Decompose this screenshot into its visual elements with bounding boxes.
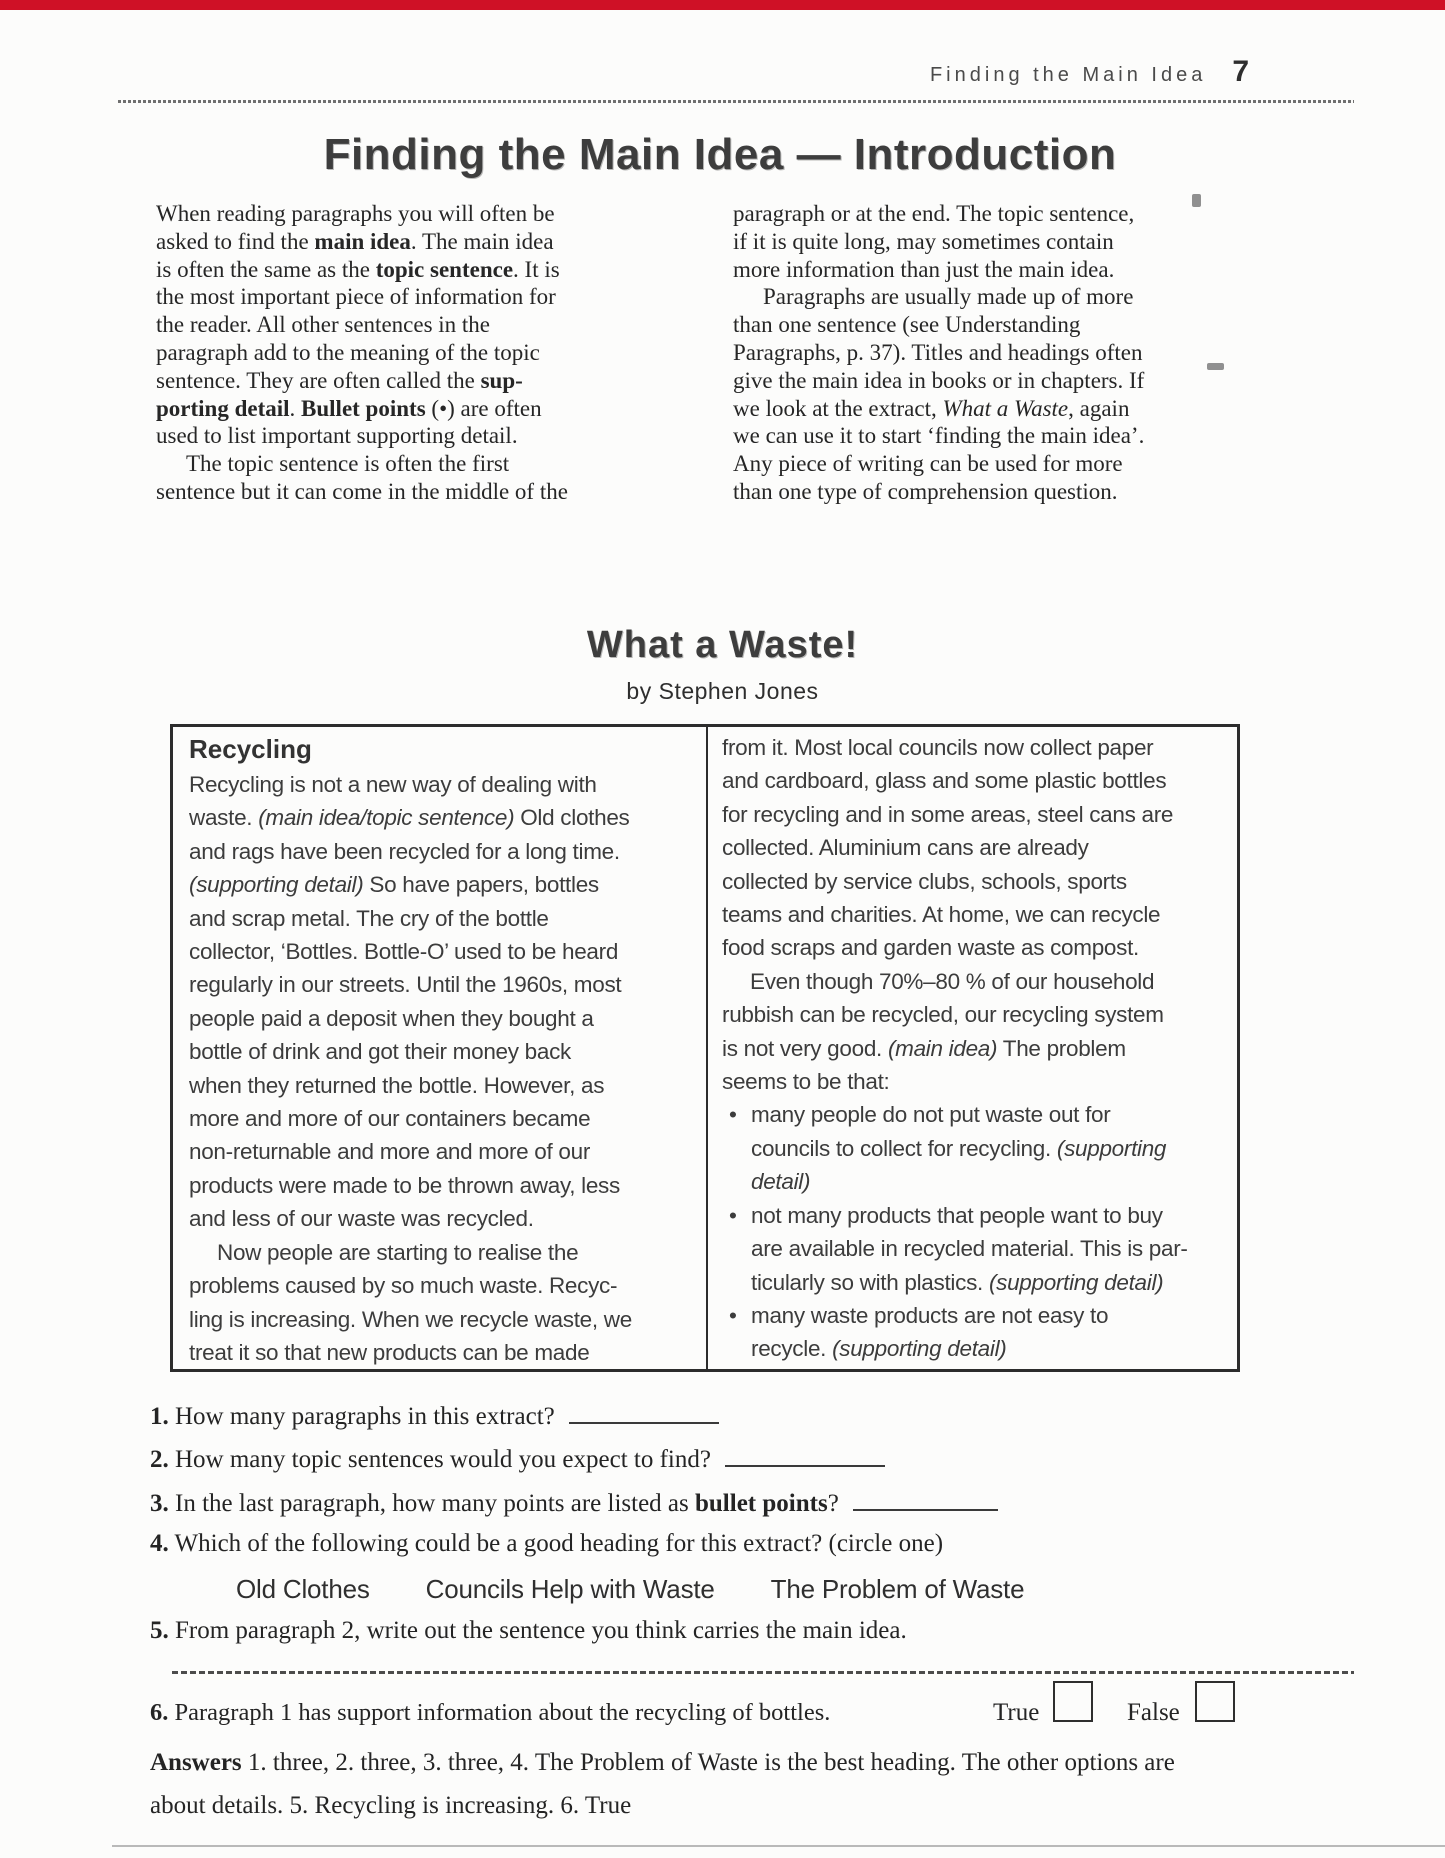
top-red-bar (0, 0, 1445, 10)
heading-options-row (150, 1574, 1024, 1617)
extract-byline: by Stephen Jones (626, 678, 819, 704)
running-header (930, 55, 1249, 89)
question-3 (150, 1487, 1024, 1530)
answer-blank-3 (853, 1487, 998, 1511)
extract-subheading: Recycling (189, 734, 312, 764)
intro-right-column: paragraph or at the end. The topic sentence, if it is quite long, may sometimes contain more information than just the main idea. Paragraphs are usually made up of more than one sentence (see Understanding Paragraphs, p. 37). Titles and headings often give the main idea in books or in chapters. If we look at the extract, What a Waste, again we can use it to start ‘finding the main idea’. Any piece of writing can be used for more than one type of comprehension question. (733, 201, 1145, 504)
question-5-text: 5. From paragraph 2, write out the sentence you think carries the main idea. (150, 1616, 907, 1644)
extract-box-left-column (173, 727, 706, 1369)
section-divider-rule (172, 1671, 1354, 1674)
extract-box (170, 724, 1240, 1372)
answers-text: Answers 1. three, 2. three, 3. three, 4. The Problem of Waste is the best heading. The other options are about details. 5. Recycling is increasing. 6. True (150, 1749, 1175, 1819)
question-1-text: 1. How many paragraphs in this extract? (150, 1403, 561, 1430)
questions-list (150, 1400, 1024, 1660)
question-6 (150, 1699, 830, 1727)
heading-option-old-clothes: Old Clothes (236, 1573, 370, 1604)
true-label: True (993, 1699, 1040, 1726)
question-5 (150, 1617, 1024, 1660)
bullet-point-icon: • (729, 1302, 737, 1328)
true-checkbox (1053, 1681, 1093, 1722)
running-header-title: Finding the Main Idea (929, 64, 1207, 86)
question-4-text: 4. Which of the following could be a good heading for this extract? (circle one) (150, 1530, 944, 1558)
intro-columns (156, 200, 1144, 506)
page-number: 7 (1232, 55, 1249, 88)
heading-option-councils-help: Councils Help with Waste (425, 1573, 715, 1604)
scan-artifact (1207, 363, 1224, 370)
question-4 (150, 1530, 1024, 1573)
false-label: False (1127, 1699, 1180, 1726)
bullet-point-icon: • (729, 1202, 737, 1228)
question-3-text: 3. In the last paragraph, how many points are listed as bullet points? (150, 1489, 846, 1517)
extract-box-right-column: from it. Most local councils now collect paper and cardboard, glass and some plastic bottles for recycling and in some areas, steel cans are collected. Aluminium cans are already collected by service clubs, schools, sports teams and charities. At home, we can recycle food scraps and garden waste as compost. Even though 70%–80 % of our household rubbish can be recycled, our recycling system is not very good. (main idea) The problem seems to be that: • many people do not put waste out for councils to collect for recycling. (supporting detail) • not many products that people want to buy are available in recycled material. This is par- ticularly so with plastics. (supporting detail) • many waste products are not easy to recycle. (supporting detail) (706, 727, 1237, 1369)
question-2-text: 2. How many topic sentences would you expect to find? (150, 1446, 718, 1474)
question-2 (150, 1443, 1024, 1486)
scan-artifact (1192, 194, 1201, 207)
page-title: Finding the Main Idea — Introduction (323, 130, 1117, 179)
bottom-rule (112, 1845, 1445, 1847)
bullet-point-icon: • (729, 1102, 737, 1128)
answer-blank-1 (569, 1400, 719, 1424)
extract-title: What a Waste! (586, 624, 859, 666)
question-6-text: 6. Paragraph 1 has support information about the recycling of bottles. (150, 1699, 831, 1726)
answer-blank-2 (725, 1443, 885, 1467)
header-rule (118, 100, 1354, 103)
heading-option-problem-of-waste: The Problem of Waste (770, 1573, 1025, 1604)
extract-box-left-text: Recycling is not a new way of dealing with waste. (main idea/topic sentence) Old clothes and rags have been recycled for a long time. (supporting detail) So have papers, bottles and scrap metal. The cry of the bottle collector, ‘Bottles. Bottle-O’ used to be heard regularly in our streets. Until the 1960s, most people paid a deposit when they bought a bottle of drink and got their money back when they returned the bottle. However, as more and more of our containers became non-returnable and more and more of our products were made to be thrown away, less and less of our waste was recycled. Now people are starting to realise the problems caused by so much waste. Recyc- ling is increasing. When we recycle waste, we treat it so that new products can be made (189, 772, 632, 1365)
false-checkbox (1195, 1681, 1235, 1722)
question-1 (150, 1400, 1024, 1443)
intro-left-column: When reading paragraphs you will often be asked to find the main idea. The main idea is often the same as the topic sentence. It is the most important piece of information for the reader. All other sentences in the paragraph add to the meaning of the topic sentence. They are often called the sup- porting detail. Bullet points (•) are often used to list important supporting detail. The topic sentence is often the first sentence but it can come in the middle of the (156, 201, 568, 504)
